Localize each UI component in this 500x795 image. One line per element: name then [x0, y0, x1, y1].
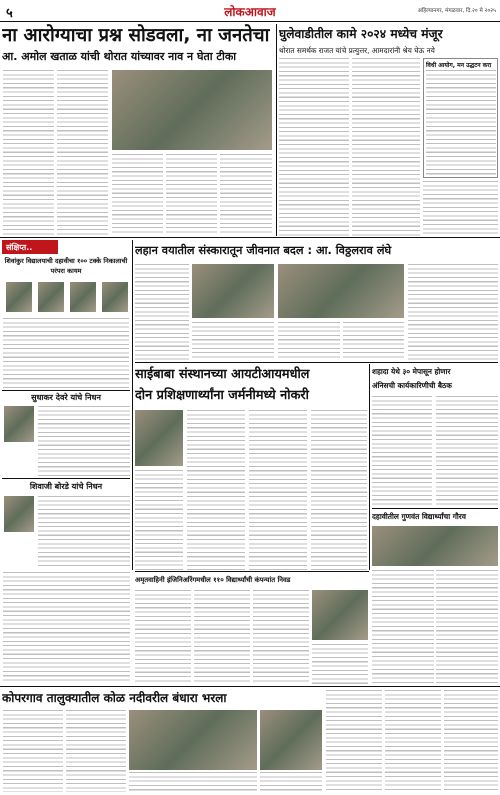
- section-rule-bottom: [0, 686, 500, 687]
- article-body-top-right-col1: [279, 58, 349, 236]
- amrutvahini-body-col1: [135, 590, 191, 684]
- sai-baba-photo: [135, 410, 183, 466]
- kopargaon-body-col2: [66, 710, 126, 792]
- sai-baba-body-col4: [311, 410, 367, 570]
- middle-banner-headline: लहान वयातील संस्कारातून जीवनात बदल : आ. विठ्ठलराव लंघे: [135, 244, 392, 257]
- kopargaon-body-col4: [385, 690, 441, 792]
- article-body-top-left-col5: [220, 154, 272, 235]
- kopargaon-photo-2: [260, 710, 322, 770]
- middle-banner-body-col5: [408, 264, 498, 360]
- page-number: ५: [6, 6, 13, 21]
- amrutvahini-body-col4: [312, 644, 368, 684]
- obituary-1-body: [38, 406, 130, 476]
- student-photo-2: [38, 282, 64, 312]
- sai-baba-headline-line1: साईबाबा संस्थानच्या आयटीआयमधील: [135, 367, 310, 382]
- amrutvahini-photo: [312, 590, 368, 640]
- middle-banner-body-col3: [278, 322, 340, 360]
- middle-banner-body-col4: [343, 322, 404, 360]
- article-body-top-right-col3: [423, 181, 498, 236]
- sai-baba-body-col3: [249, 410, 307, 570]
- amrutvahini-headline: अमृतवाहिनी इंजिनिअरिंगमधील ११० विद्यार्थ्यांची कंपन्यांत निवड: [135, 576, 291, 584]
- amrutvahini-body-col2: [194, 590, 250, 684]
- student-photo-4: [102, 282, 128, 312]
- shahada-headline-line2: अंनिसची कार्यकारिणीची बैठक: [372, 381, 452, 390]
- middle-banner-photo-1: [192, 264, 274, 318]
- kopargaon-headline: कोपरगाव तालुक्यातील कोळ नदीवरील बंधारा भरला: [2, 691, 227, 705]
- photo-top-left: [112, 70, 272, 150]
- kopargaon-caption-2: [260, 772, 322, 792]
- headline-top-right: घुलेवाडीतील कामे २०२४ मध्येच मंजूर: [279, 27, 443, 41]
- school-result-body: [3, 318, 129, 388]
- school-result-headline: शिवांकुर विद्यालयाची दहावीचा १०० टक्के निकालाची परंपरा कायम: [4, 257, 128, 275]
- subheadline-top-right: थोरात समर्थक राजत यांचे प्रत्युत्तर, आमदारांनी श्रेय घेऊ नये: [279, 46, 435, 55]
- middle-banner-body-col2: [192, 322, 274, 360]
- obituary-1-photo: [4, 406, 34, 442]
- article-body-top-left-col4: [166, 154, 217, 235]
- dahawi-body-col2: [436, 570, 498, 684]
- masthead-rule: [0, 21, 500, 22]
- subheadline-top-left: आ. अमोल खताळ यांची थोरात यांच्यावर नाव न घेता टीका: [2, 50, 237, 63]
- dahawi-photo: [372, 526, 498, 566]
- kopargaon-body-col1: [3, 710, 63, 792]
- headline-top-left: ना आरोग्याचा प्रश्न सोडवला, ना जनतेचा: [2, 25, 270, 46]
- sankshipt-label: संक्षिप्त..: [2, 240, 58, 254]
- dateline: अहिल्यानगर, मंगळवार, दि.२० मे २०२५: [417, 8, 496, 14]
- middle-banner-photo-2: [278, 264, 404, 318]
- sai-baba-body-col1: [135, 470, 183, 570]
- boxed-article-title: विधी आयोग, मन उद्धटन करा: [426, 62, 492, 69]
- article-body-top-left-col2: [57, 70, 108, 235]
- kopargaon-caption-1: [129, 772, 257, 792]
- kopargaon-body-col5: [444, 690, 498, 792]
- obituary-2-headline: शिवाजी बोरडे यांचे निधन: [29, 482, 103, 491]
- sidebar-divider: [132, 240, 133, 570]
- dahawi-headline: दहावीतील गुणवंत विद्यार्थ्यांचा गौरव: [372, 512, 466, 521]
- shahada-body-col2: [436, 396, 498, 506]
- sai-baba-body-col2: [187, 410, 245, 570]
- kopargaon-photo-1: [129, 710, 257, 770]
- shahada-body-col1: [372, 396, 432, 506]
- student-photo-3: [70, 282, 96, 312]
- student-photo-1: [6, 282, 32, 312]
- obituary-1-headline: सुधाकर देवरे यांचे निधन: [31, 393, 101, 402]
- obituary-2-body: [38, 496, 130, 566]
- dahawi-body-col1: [372, 570, 434, 684]
- middle-banner-body-col1: [135, 264, 189, 360]
- newspaper-logo: लोकआवाज: [224, 5, 276, 19]
- shahada-headline-line1: शहादा येथे ३० मेपासून होणार: [372, 367, 451, 376]
- amrutvahini-body-col3: [253, 590, 309, 684]
- section-rule-1: [0, 237, 500, 238]
- boxed-article-right: [423, 58, 498, 178]
- left-lower-body: [3, 572, 130, 684]
- obituary-2-photo: [4, 496, 34, 532]
- article-body-top-right-col2: [352, 58, 420, 236]
- masthead: [0, 0, 500, 22]
- sai-baba-headline-line2: दोन प्रशिक्षणार्थ्यांना जर्मनीमध्ये नोकरी: [135, 388, 309, 403]
- article-body-top-left-col1: [3, 70, 54, 235]
- article-body-top-left-col3: [112, 154, 163, 235]
- kopargaon-body-col3: [326, 690, 382, 792]
- column-divider: [276, 24, 277, 236]
